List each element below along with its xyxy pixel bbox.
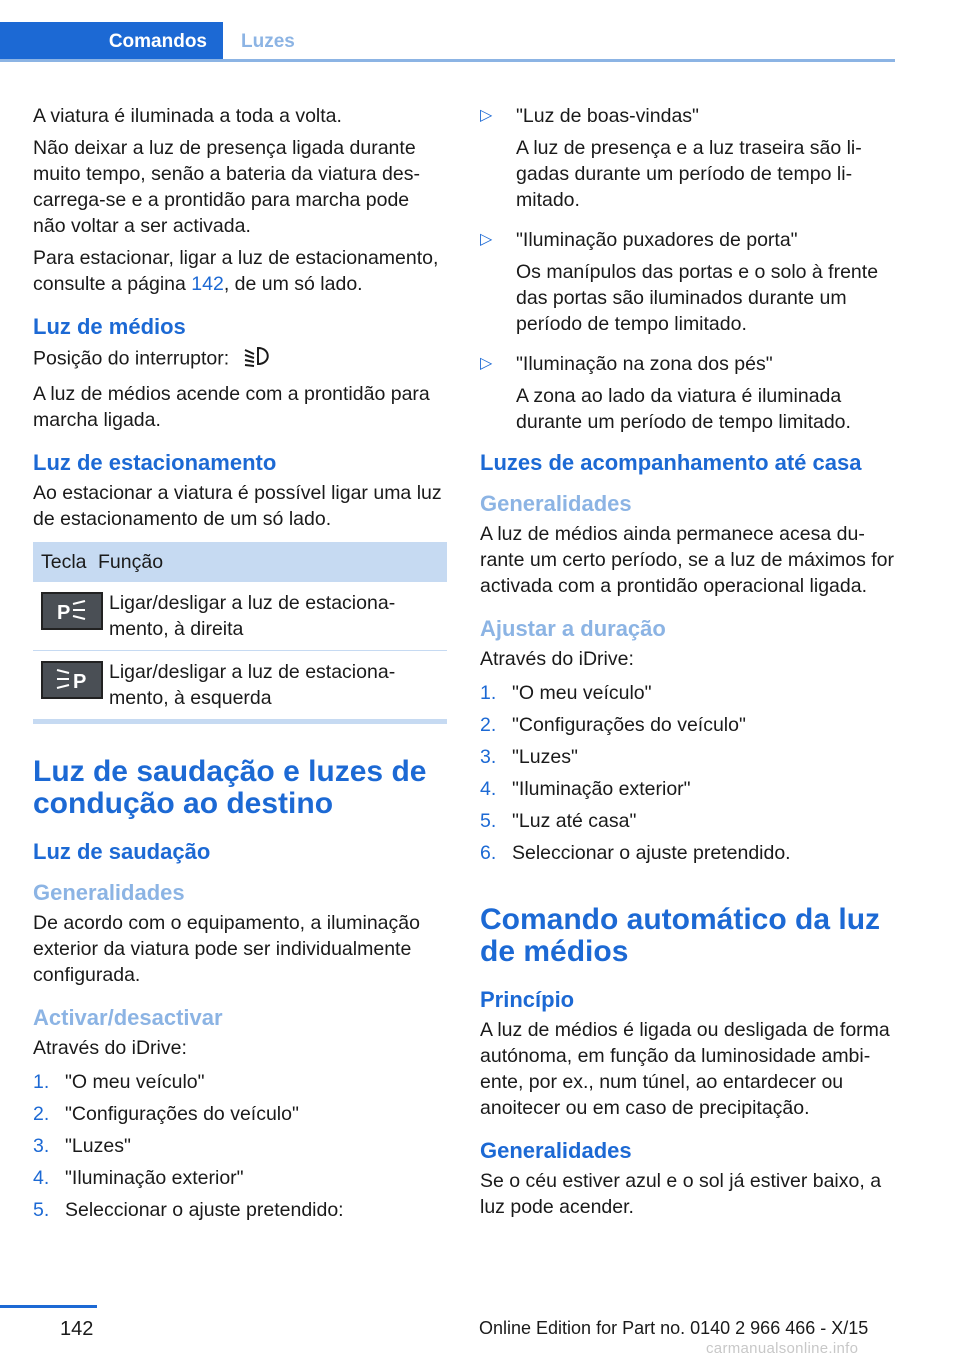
- heading-luz-estacionamento: Luz de estacionamento: [33, 450, 277, 475]
- left-column: [33, 103, 447, 1229]
- heading-luzes-acompanhamento: Luzes de acompanhamento até casa: [480, 450, 862, 475]
- list-item: ▷ "Iluminação puxadores de porta" Os manípulos das portas e o solo à frente das portas são iluminados durante um período de tempo limitado.: [480, 229, 879, 335]
- list-item: ▷ "Luz de boas-vindas" A luz de presença e a luz traseira são ligadas durante um período de tempo limitado.: [480, 105, 862, 211]
- list-item: 1. "O meu veículo": [480, 682, 652, 704]
- low-beam-icon: [241, 344, 275, 375]
- heading-luz-saudacao-main: Luz de saudação e luzes de condução ao destino: [33, 755, 427, 820]
- footer-rule: [0, 1305, 97, 1308]
- paragraph: Ao estacionar a viatura é possível ligar uma luz de estacionamento de um só lado.: [33, 482, 442, 530]
- watermark: carmanualsonline.info: [706, 1340, 859, 1357]
- paragraph: De acordo com o equipamento, a iluminação exterior da viatura pode ser individualmente configurada.: [33, 912, 420, 986]
- edition-text: Online Edition for Part no. 0140 2 966 466 - X/15: [479, 1318, 869, 1338]
- table-row: [33, 650, 447, 719]
- list-item: 1. "O meu veículo": [33, 1071, 205, 1093]
- page-number: 142: [60, 1318, 94, 1340]
- key-function-table: [33, 542, 447, 724]
- tab-comandos[interactable]: Comandos: [0, 22, 223, 62]
- heading-luz-saudacao: Luz de saudação: [33, 839, 211, 864]
- heading-principio: Princípio: [480, 987, 575, 1012]
- svg-text:P: P: [57, 602, 71, 624]
- heading-activar: Activar/desactivar: [33, 1005, 223, 1030]
- table-cell: Ligar/desligar a luz de estacionamento, à direita: [109, 592, 396, 640]
- paragraph: Posição do interruptor:: [33, 344, 447, 375]
- paragraph: Através do iDrive:: [480, 648, 634, 670]
- svg-text:P: P: [73, 671, 87, 693]
- table-header: [33, 542, 447, 582]
- paragraph: Para estacionar, ligar a luz de estacionamento, consulte a página 142, de um só lado.: [33, 247, 439, 295]
- right-column: [448, 103, 895, 1226]
- steps-list: [33, 1069, 447, 1223]
- paragraph: A viatura é iluminada a toda a volta.: [33, 105, 342, 127]
- options-list: [448, 103, 895, 435]
- heading-luz-medios: Luz de médios: [33, 314, 186, 339]
- list-item: 5. "Luz até casa": [480, 810, 637, 832]
- heading-generalidades: Generalidades: [480, 491, 632, 516]
- list-item: 3. "Luzes": [480, 746, 578, 768]
- paragraph: A luz de médios ainda permanece acesa durante um certo período, se a luz de máximos for activada com a prontidão operacional ligada.: [480, 523, 895, 597]
- heading-generalidades-2: Generalidades: [480, 1138, 632, 1163]
- paragraph: A luz de médios acende com a prontidão para marcha ligada.: [33, 383, 430, 431]
- paragraph: Através do iDrive:: [33, 1037, 187, 1059]
- triangle-bullet-icon: ▷: [480, 231, 493, 248]
- table-row: [33, 582, 447, 650]
- tab-luzes[interactable]: Luzes: [241, 31, 295, 52]
- list-item: 6. Seleccionar o ajuste pretendido.: [480, 842, 791, 864]
- page-header: [0, 0, 895, 62]
- list-item: 2. "Configurações do veículo": [480, 714, 746, 736]
- parking-light-right-icon: [41, 592, 103, 630]
- heading-ajustar-duracao: Ajustar a duração: [480, 616, 666, 641]
- list-item: ▷ "Iluminação na zona dos pés" A zona ao lado da viatura é iluminada durante um período de tempo limitado.: [480, 353, 851, 433]
- list-item: 2. "Configurações do veículo": [33, 1103, 299, 1125]
- header-rule: [0, 59, 895, 62]
- steps-list: [480, 680, 895, 866]
- triangle-bullet-icon: ▷: [480, 355, 493, 372]
- paragraph: A luz de médios é ligada ou desligada de forma autónoma, em função da luminosidade ambiente, por ex., num túnel, ao entardecer ou anoitecer ou em caso de precipitação.: [480, 1019, 890, 1119]
- parking-light-left-icon: [41, 661, 103, 699]
- table-col-funcao: Função: [98, 551, 164, 573]
- heading-comando-automatico: Comando automático da luz de médios: [480, 903, 881, 968]
- paragraph: Não deixar a luz de presença ligada durante muito tempo, senão a bateria da viatura descarrega-se e a prontidão para marcha pode não voltar a ser activada.: [33, 137, 420, 237]
- paragraph: Se o céu estiver azul e o sol já estiver baixo, a luz pode acender.: [480, 1170, 882, 1218]
- table-cell: Ligar/desligar a luz de estacionamento, à esquerda: [109, 661, 396, 709]
- list-item: 5. Seleccionar o ajuste pretendido:: [33, 1199, 344, 1221]
- list-item: 4. "Iluminação exterior": [33, 1167, 244, 1189]
- list-item: 4. "Iluminação exterior": [480, 778, 691, 800]
- heading-generalidades: Generalidades: [33, 880, 185, 905]
- table-col-tecla: Tecla: [41, 551, 87, 573]
- triangle-bullet-icon: ▷: [480, 107, 493, 124]
- page-link[interactable]: 142: [191, 273, 224, 295]
- list-item: 3. "Luzes": [33, 1135, 131, 1157]
